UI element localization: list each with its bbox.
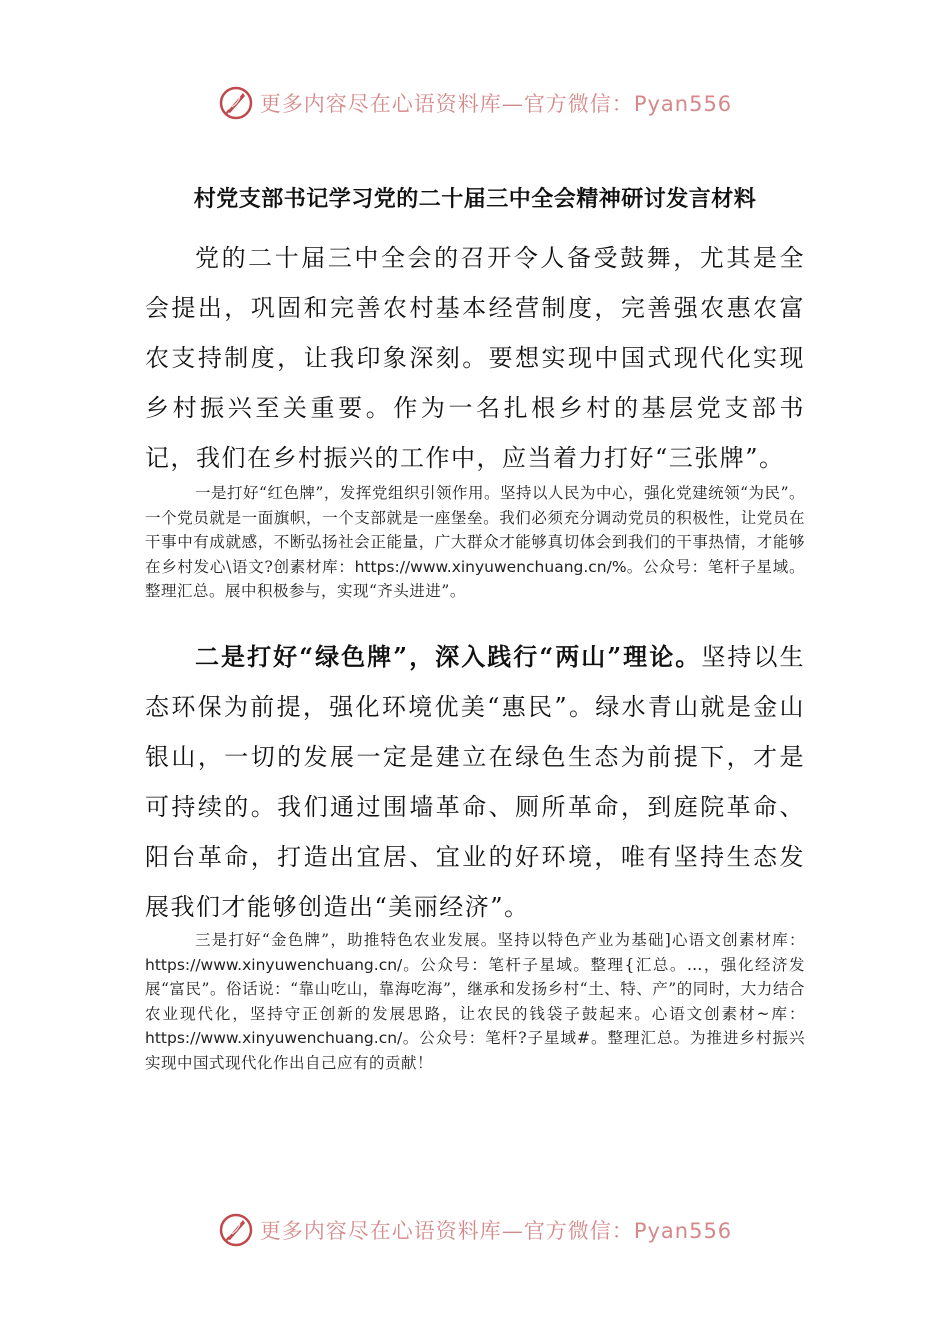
para4-url-2: https://www.xinyuwenchuang.cn/	[145, 1029, 403, 1047]
para3-lead: 二是打好“绿色牌”，深入践行“两山”理论。	[195, 642, 702, 671]
para2-url: https://www.xinyuwenchuang.cn/%	[354, 557, 627, 576]
banner-separator: —	[501, 92, 524, 116]
paragraph-red-card	[145, 481, 805, 604]
banner-main-text: 更多内容尽在心语资料库	[259, 92, 502, 116]
document-title: 村党支部书记学习党的二十届三中全会精神研讨发言材料	[193, 186, 757, 212]
banner-separator: —	[501, 1219, 524, 1243]
footer-watermark-banner	[0, 1210, 950, 1250]
banner-wechat-id: Pyan556	[633, 92, 733, 116]
para2-text-a: 一是打好“红色牌”，发挥党组织引领作用。坚持以人民为中心，强化党建统领“为民”。一个党员就是一面旗帜，一个支部就是一座堡垒。我们必须充分调动党员的积极性，让党员在干事中有成就感，不断弘扬社会正能量，广大群众才能够真切体会到我们的干事热情，才能够在乡村发心\语文?创素材库：	[145, 484, 805, 576]
banner-official-label: 官方微信：	[523, 92, 634, 116]
quill-logo-icon	[218, 1212, 254, 1248]
paragraph-green-card	[145, 632, 805, 932]
header-watermark-banner	[0, 83, 950, 123]
paragraph-gold-card	[145, 928, 805, 1075]
para4-text-a: 三是打好“金色牌”，助推特色农业发展。坚持以特色产业为基础]心语文创素材库：	[195, 931, 805, 949]
para4-text-c: 。公众号：笔杆?子星域#。整理汇总。为推进乡村振兴实现中国式现代化作出自己应有的贡献！	[145, 1029, 805, 1072]
para4-text-b: 。公众号：笔杆子星域。整理{汇总。…，强化经济发展“富民”。俗话说：“靠山吃山，靠海吃海”，继承和发扬乡村“土、特、产”的同时，大力结合农业现代化，坚持守正创新的发展思路，让农民的钱袋子鼓起来。心语文创素材~库：	[145, 955, 805, 1023]
banner-main-text: 更多内容尽在心语资料库	[259, 1219, 502, 1243]
paragraph-intro: 党的二十届三中全会的召开令人备受鼓舞，尤其是全会提出，巩固和完善农村基本经营制度，完善强农惠农富农支持制度，让我印象深刻。要想实现中国式现代化实现乡村振兴至关重要。作为一名扎根乡村的基层党支部书记，我们在乡村振兴的工作中，应当着力打好“三张牌”。	[145, 244, 805, 472]
quill-logo-icon	[218, 85, 254, 121]
banner-official-label: 官方微信：	[523, 1219, 634, 1243]
banner-wechat-id: Pyan556	[633, 1219, 733, 1243]
para2-text-b: 。公众号：笔杆子星域。整理汇总。展中积极参与，实现“齐头进进”。	[145, 557, 805, 600]
para3-rest: 坚持以生态环保为前提，强化环境优美“惠民”。绿水青山就是金山银山，一切的发展一定是建立在绿色生态为前提下，才是可持续的。我们通过围墙革命、厕所革命，到庭院革命、阳台革命，打造出宜居、宜业的好环境，唯有坚持生态发展我们才能够创造出“美丽经济”。	[145, 643, 806, 921]
para4-url-1: https://www.xinyuwenchuang.cn/	[145, 955, 403, 974]
